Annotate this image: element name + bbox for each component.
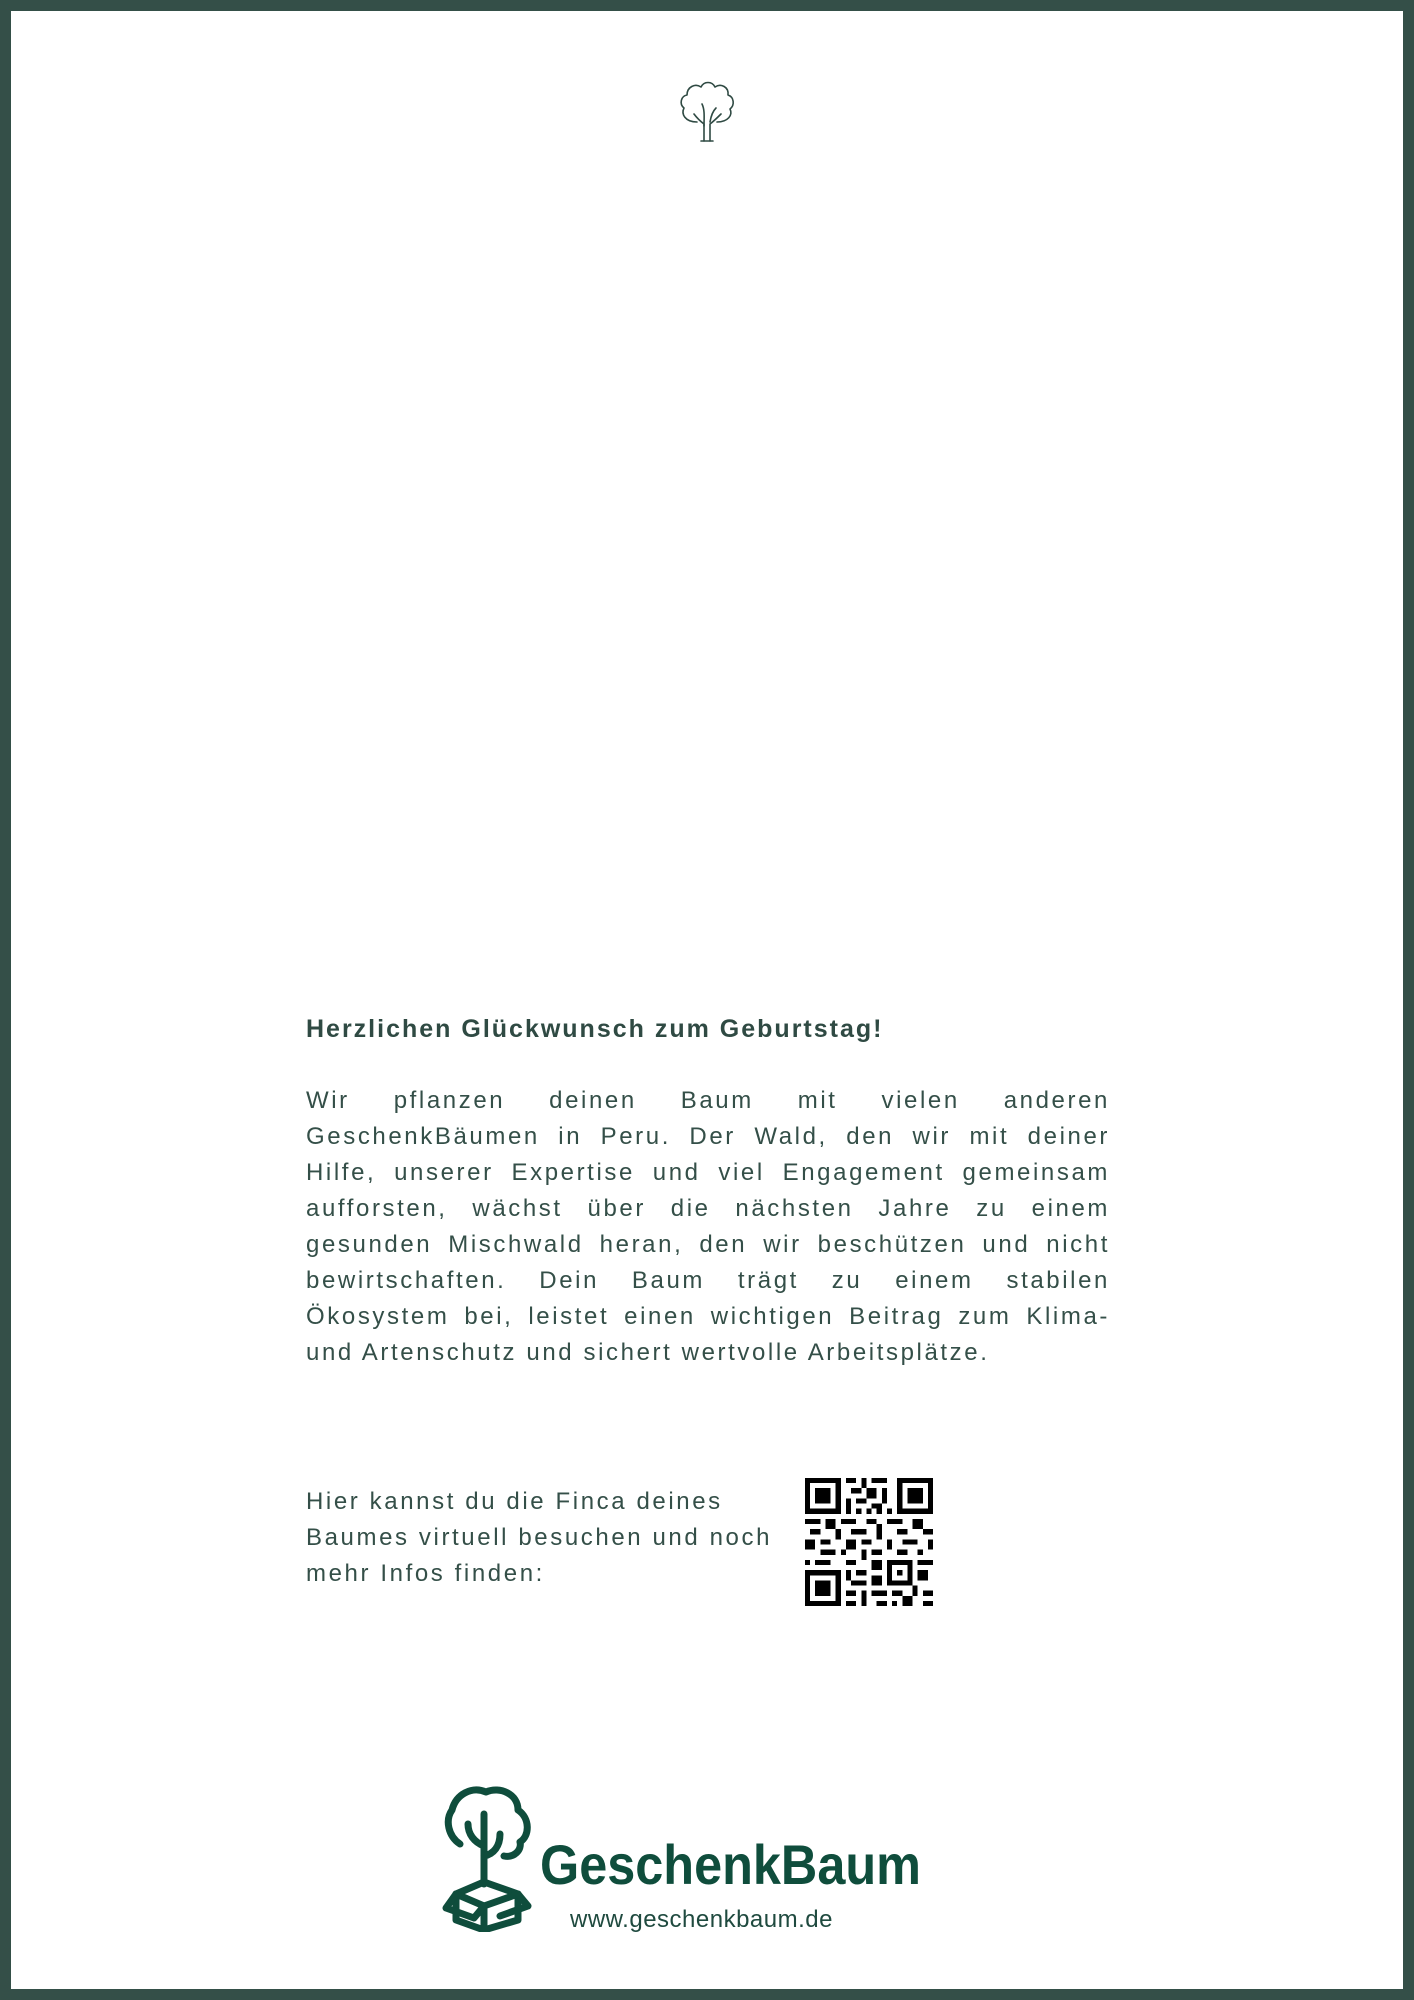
brand-url[interactable]: www.geschenkbaum.de [570,1906,833,1933]
finca-visit-text: Hier kannst du die Finca deines Baumes virtuell besuchen und noch mehr Infos finden: [306,1488,773,1587]
tree-in-box-logo [442,1784,532,1932]
qr-code[interactable] [805,1478,933,1606]
gift-description: Wir pflanzen deinen Baum mit vielen anderen GeschenkBäumen in Peru. Der Wald, den wir mit deiner Hilfe, unserer Expertise und viel Engagement gemeinsam aufforsten, wächst über die nächsten Jahre zu einem gesunden Mischwald heran, den wir beschützen und nicht bewirtschaften. Dein Baum trägt zu einem stabilen Ökosystem bei, leistet einen wichtigen Beitrag zum Klima- und Artenschutz und sichert wertvolle Arbeitsplätze. [306,1087,1110,1366]
brand-name: GeschenkBaum [540,1833,921,1896]
tree-outline-icon [675,78,739,144]
greeting-heading: Herzlichen Glückwunsch zum Geburtstag! [306,1015,884,1043]
